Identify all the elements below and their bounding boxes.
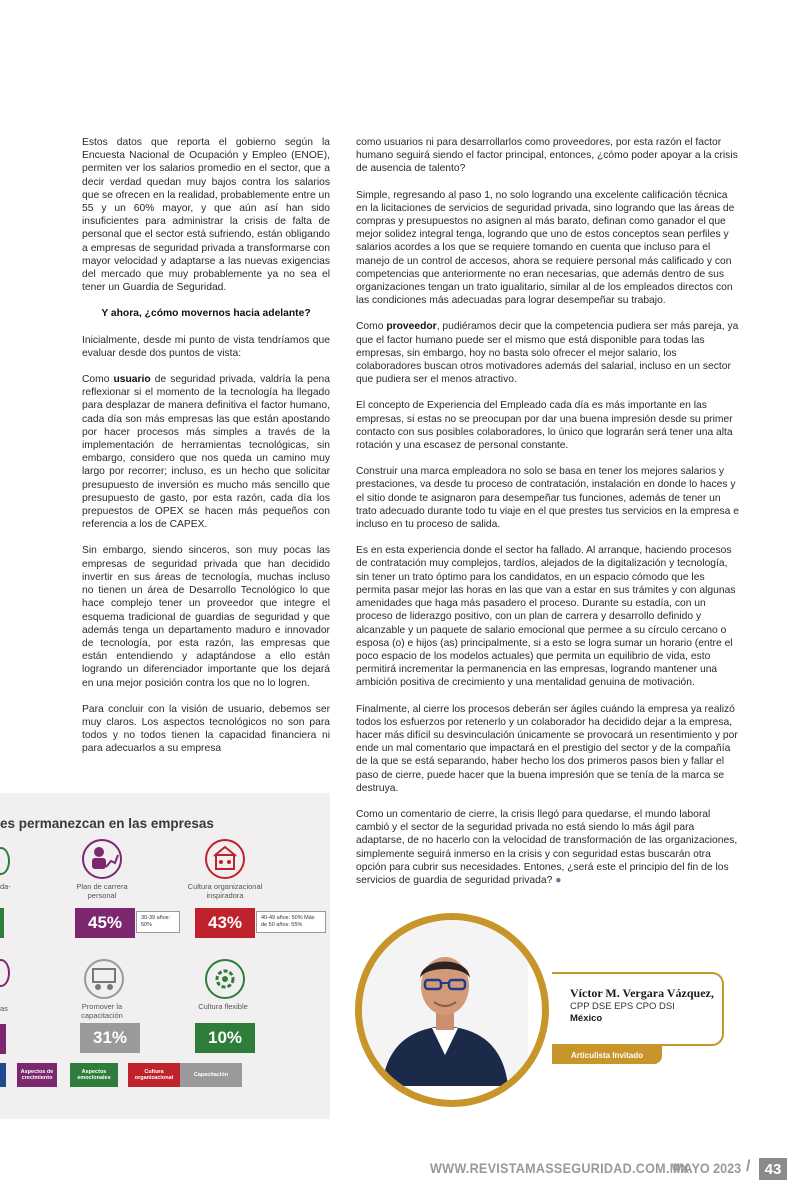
training-icon bbox=[84, 959, 124, 999]
partial-label: da- bbox=[0, 882, 11, 891]
author-country: México bbox=[570, 1013, 603, 1024]
footer-date: MAYO 2023 bbox=[673, 1160, 742, 1176]
guest-writer-badge: Articulista Invitado bbox=[552, 1046, 662, 1064]
author-name: Víctor M. Vergara Vázquez, bbox=[570, 986, 714, 1000]
organizational-culture-label: Cultura organizacional inspiradora bbox=[187, 882, 263, 900]
author-photo bbox=[355, 913, 549, 1107]
globe-icon: ● bbox=[555, 874, 562, 886]
footer-url: WWW.REVISTAMASSEGURIDAD.COM.MX bbox=[430, 1160, 690, 1176]
infographic-title: es permanezcan en las empresas bbox=[0, 816, 214, 831]
legend-emotional: Aspectos emocionales bbox=[70, 1063, 118, 1087]
paragraph: Finalmente, al cierre los procesos deberán ser ágiles cuándo la empresa ya realizó todos los esfuerzos por retenerlo y un colaborador ha decidido dejar a la empresa, hacer más difícil su desvinculación únicamente se provocará un resentimiento y por ende un mal comentario que impactará en el prestigio del sector y de la compañía de la que se está separando, haber hecho los dos primeros pasos bien y fallar el paso de cierre, puede hacer que la buena impresión que se tenía de la marca se destruya. bbox=[356, 703, 738, 794]
paragraph: Simple, regresando al paso 1, no solo logrando una excelente calificación técnica en la licitaciones de servicios de seguridad privada, sino logrando que las áreas de compras y presupuestos no asignen al más barato, definan como ganador el que mejor solidez integral tenga, logrando que uno de estos conceptos sean perfiles y salarios acordes a los que se requiere tomando en cuenta que incluso para el manejo de un control de accesos, ahora se requiere personal más calificado y con competencias que anteriormente no eran necesarias, que además dentro de sus organizaciones tengan un trato igualitario, similar al de los empleados directos con las condiciones más adecuadas para lograr desempeñar su trabajo. bbox=[356, 189, 735, 307]
partial-icon bbox=[0, 847, 10, 875]
footer-separator: / bbox=[746, 1158, 751, 1175]
flexible-culture-label: Cultura flexible bbox=[198, 1002, 248, 1011]
partial-label: as bbox=[0, 1004, 8, 1013]
career-plan-note: 30-39 años: 50% bbox=[136, 911, 180, 933]
author-credentials: CPP DSE EPS CPO DSI bbox=[570, 1001, 675, 1012]
training-value: 31% bbox=[80, 1023, 140, 1053]
paragraph: Como usuario de seguridad privada, valdría la pena reflexionar si el momento de la tecnología ha llegado para desplazar de manera definitiva el factor humano, cada día son más empresas las que están apostando por hacer procesos más simples a través de la implementación de herramientas tecnológicas, sin embargo, considero que nos queda un camino muy largo por recorrer; incluso, es un hecho que solicitar presupuesto de inversión es mucho más sencillo que presupuesto de gasto, por esta razón, cada día los prepuestos de OPEX se hacen más pequeños con referencia a los de CAPEX. bbox=[82, 374, 330, 531]
training-label: Promover la capacitación bbox=[81, 1002, 123, 1020]
paragraph: Construir una marca empleadora no solo se basa en tener los mejores salarios y prestaciones, va desde tu proceso de contratación, instalación en donde lo haces y el sitio donde te asignaron para desempeñar tus funciones, además de tener un trato adecuado durante todo tu viaje en el que prestes tus servicios en la empresa e incluso en tu proceso de salida. bbox=[356, 466, 739, 531]
page-number: 43 bbox=[759, 1158, 787, 1180]
legend-partial bbox=[0, 1063, 6, 1087]
paragraph: Es en esta experiencia donde el sector ha fallado. Al arranque, haciendo procesos de contratación muy complejos, tardíos, alejados de la digitalización y tecnología, sin tener un trato óptimo para los candidatos, en un espacio cómodo que les permita pasar mejor las horas en las que van a estar en sus trámites y con algunas amenidades que haga más pasadero el proceso. Durante su estadía, con un proceso de liderazgo positivo, con un plan de carrera y desarrollo definido y alcanzable y un paquete de salario emocional que permee a su círculo cercano o esposa (o) e hijos (as) principalmente, si a esto se logra sumar un horario (entre el poco espacio de los modelos actuales) que permita un equilibrio de vida, esto permitirá incrementar la permanencia en las empresas, logrando mantener una ambición positiva de crecimiento y una mentalidad genuina de motivación. bbox=[356, 545, 736, 689]
organizational-culture-note: 40-49 años: 50% Más de 50 años: 55% bbox=[256, 911, 326, 933]
partial-value-box bbox=[0, 1024, 6, 1054]
bold-term: usuario bbox=[113, 374, 151, 386]
legend-growth: Aspectos de crecimiento bbox=[17, 1063, 57, 1087]
partial-value-box bbox=[0, 908, 4, 938]
partial-icon bbox=[0, 959, 10, 987]
bold-term: proveedor bbox=[386, 321, 437, 333]
paragraph: El concepto de Experiencia del Empleado cada día es más importante en las empresas, si estas no se preocupan por dar una buena impresión desde su primer contacto con sus posibles colaboradores, lo único que lograrán será tener una alta rotación y una escasez de personal constante. bbox=[356, 400, 733, 452]
legend-training: Capacitación bbox=[180, 1063, 242, 1087]
organizational-culture-value: 43% bbox=[195, 908, 255, 938]
career-plan-label: Plan de carrera personal bbox=[76, 882, 128, 900]
author-photo-frame bbox=[352, 910, 744, 1060]
paragraph: Inicialmente, desde mi punto de vista tendríamos que evaluar desde dos puntos de vista: bbox=[82, 334, 330, 359]
paragraph: como usuarios ni para desarrollarlos como proveedores, por esta razón el factor humano seguirá siendo el factor principal, entonces, ¿cómo poder apoyar a la crisis de ausencia de talento? bbox=[356, 137, 738, 175]
legend-culture: Cultura organizacional bbox=[128, 1063, 180, 1087]
career-plan-icon bbox=[82, 839, 122, 879]
organizational-culture-icon bbox=[205, 839, 245, 879]
paragraph: Como proveedor, pudiéramos decir que la competencia pudiera ser más pareja, ya que el factor humano puede ser el mismo que está disponible para todas las empresas, sin embargo, hoy no basta solo ofrecer el mejor salario, los colaboradores buscan otros motivadores además del salarial, incluso en un sector que pudiera ser el menos atractivo. bbox=[356, 321, 739, 386]
left-column bbox=[82, 136, 330, 769]
section-subheading: Y ahora, ¿cómo movernos hacia adelante? bbox=[101, 308, 311, 320]
paragraph: Sin embargo, siendo sinceros, son muy pocas las empresas de seguridad privada que han decidido invertir en sus áreas de tecnología, muchas incluso no tienen un área de Desarrollo Tecnológico lo que hace complejo tener un proveedor que integre el esquema tradicional de guardias de seguridad y que además tenga un departamento maduro e innovador de tecnología, por esta razón, las empresas que están entendiendo y adaptándose a ello están logrando un diferenciador importante que los dejará en una mejor posición contra los que no lo logren. bbox=[82, 545, 330, 689]
paragraph: Como un comentario de cierre, la crisis llegó para quedarse, el mundo laboral cambió y el sector de la seguridad privada no está siendo lo más ágil para adaptarse, de no hacerlo con la velocidad de transformación de las organizaciones, simplemente seguirá inmerso en la crisis y con seguridad estas buscarán otra opción para cubrir sus necesidades. Entones, ¿será este el principio del fin de los servicios de guardia de seguridad privada? ● bbox=[356, 808, 738, 886]
right-column bbox=[356, 136, 740, 900]
flexible-culture-value: 10% bbox=[195, 1023, 255, 1053]
flexible-culture-icon bbox=[205, 959, 245, 999]
career-plan-value: 45% bbox=[75, 908, 135, 938]
paragraph: Para concluir con la visión de usuario, debemos ser muy claros. Los aspectos tecnológicos no son para todos y no todos tienen la capacidad financiera ni para adecuarlos a su empresa bbox=[82, 703, 330, 755]
paragraph: Estos datos que reporta el gobierno según la Encuesta Nacional de Ocupación y Empleo (ENOE), permiten ver los salarios promedio en el sector, que a decir verdad quedan muy bajos contra los salarios que se ofrecen en la realidad, probablemente entre un 55 y un 60% mayor, y que aún así han sido insuficientes para administrar la crisis de falta de personal que el sector está sufriendo, están obligando a empresas de seguridad privada a transformarse con mayor velocidad y adaptarse a las nuevas exigencias del mercado que muy probablemente ya no sea el tener un Guardia de Seguridad. bbox=[82, 137, 330, 294]
